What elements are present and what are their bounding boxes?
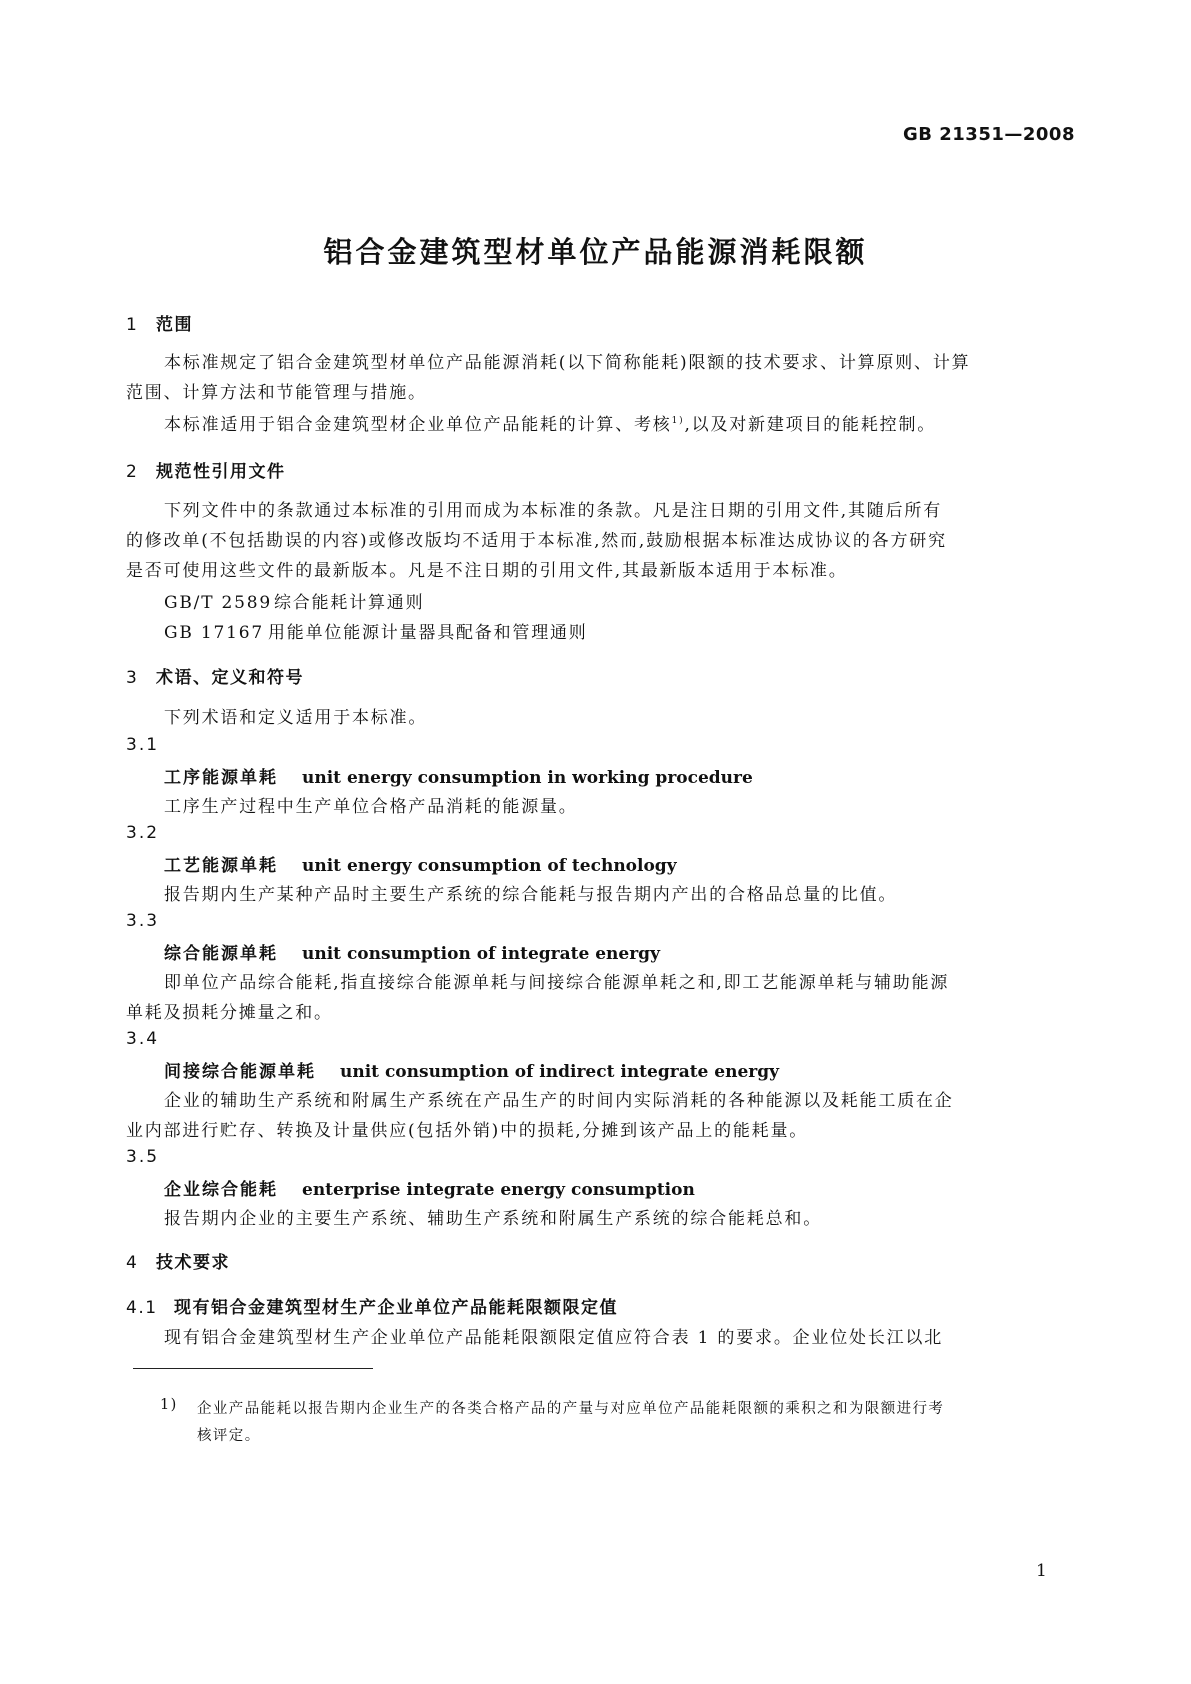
term-zh: 间接综合能源单耗 (164, 1062, 316, 1082)
footnote-text: 企业产品能耗以报告期内企业生产的各类合格产品的产量与对应单位产品能耗限额的乘积之和为限额进行考 (197, 1401, 945, 1417)
text-run: 本标准适用于铝合金建筑型材企业单位产品能耗的计算、考核 (164, 415, 672, 435)
reference-title: 综合能耗计算通则 (274, 593, 425, 613)
term-zh: 工艺能源单耗 (164, 856, 278, 876)
term-definition: 企业的辅助生产系统和附属生产系统在产品生产的时间内实际消耗的各种能源以及耗能工质在企 (164, 1091, 954, 1111)
subsection-4-1-heading (126, 1293, 618, 1318)
section-number: 2 (126, 462, 139, 482)
footnote-divider (133, 1368, 373, 1369)
document-title: 铝合金建筑型材单位产品能源消耗限额 (323, 235, 868, 269)
section-1-heading (126, 310, 193, 335)
paragraph-line: 现有铝合金建筑型材生产企业单位产品能耗限额限定值应符合表 1 的要求。企业位处长江以北 (164, 1328, 944, 1348)
subsection-number: 4.1 (126, 1298, 158, 1318)
paragraph-line: 范围、计算方法和节能管理与措施。 (126, 383, 427, 403)
term-definition: 报告期内企业的主要生产系统、辅助生产系统和附属生产系统的综合能耗总和。 (164, 1209, 822, 1229)
paragraph-line: 的修改单(不包括勘误的内容)或修改版均不适用于本标准,然而,鼓励根据本标准达成协议的各方研究 (126, 531, 947, 551)
term-definition: 单耗及损耗分摊量之和。 (126, 1003, 333, 1023)
normative-reference (164, 588, 424, 613)
section-title: 规范性引用文件 (156, 462, 286, 482)
clause-number: 3.5 (126, 1147, 160, 1167)
term-definition: 即单位产品综合能耗,指直接综合能源单耗与间接综合能源单耗之和,即工艺能源单耗与辅助能源 (164, 973, 950, 993)
paragraph-line: 是否可使用这些文件的最新版本。凡是不注日期的引用文件,其最新版本适用于本标准。 (126, 561, 848, 581)
section-3-heading (126, 663, 304, 688)
term-zh: 综合能源单耗 (164, 944, 278, 964)
section-number: 3 (126, 668, 139, 688)
text-run: ,以及对新建项目的能耗控制。 (684, 415, 937, 435)
section-number: 1 (126, 315, 139, 335)
section-title: 术语、定义和符号 (156, 668, 304, 688)
clause-number: 3.2 (126, 823, 160, 843)
footnote-marker: 1) (160, 1397, 178, 1413)
footnote-text: 核评定。 (197, 1428, 261, 1444)
term-en: unit energy consumption in working procedure (302, 768, 753, 788)
clause-number: 3.4 (126, 1029, 160, 1049)
term-definition: 报告期内生产某种产品时主要生产系统的综合能耗与报告期内产出的合格品总量的比值。 (164, 885, 898, 905)
clause-number: 3.1 (126, 735, 160, 755)
footnote-ref: 1) (671, 416, 685, 426)
reference-code: GB 17167 (164, 623, 264, 643)
term-en: unit energy consumption of technology (302, 856, 677, 876)
section-title: 技术要求 (156, 1253, 230, 1273)
term-entry (164, 763, 753, 788)
term-en: enterprise integrate energy consumption (302, 1180, 695, 1200)
section-4-heading (126, 1248, 230, 1273)
term-en: unit consumption of integrate energy (302, 944, 660, 964)
term-definition: 业内部进行贮存、转换及计量供应(包括外销)中的损耗,分摊到该产品上的能耗量。 (126, 1121, 809, 1141)
term-entry (164, 939, 660, 964)
normative-reference (164, 618, 588, 643)
term-zh: 企业综合能耗 (164, 1180, 278, 1200)
section-2-heading (126, 457, 286, 482)
term-entry (164, 851, 677, 876)
subsection-title: 现有铝合金建筑型材生产企业单位产品能耗限额限定值 (174, 1298, 618, 1318)
reference-code: GB/T 2589 (164, 593, 273, 613)
paragraph-line (164, 410, 936, 435)
term-entry (164, 1175, 695, 1200)
term-en: unit consumption of indirect integrate energy (340, 1062, 780, 1082)
reference-title: 用能单位能源计量器具配备和管理通则 (268, 623, 588, 643)
section-title: 范围 (156, 315, 193, 335)
term-zh: 工序能源单耗 (164, 768, 278, 788)
paragraph-line: 下列术语和定义适用于本标准。 (164, 708, 428, 728)
paragraph-line: 本标准规定了铝合金建筑型材单位产品能源消耗(以下简称能耗)限额的技术要求、计算原则、计算 (164, 353, 971, 373)
term-definition: 工序生产过程中生产单位合格产品消耗的能源量。 (164, 797, 578, 817)
clause-number: 3.3 (126, 911, 160, 931)
page-number: 1 (1036, 1561, 1047, 1581)
paragraph-line: 下列文件中的条款通过本标准的引用而成为本标准的条款。凡是注日期的引用文件,其随后所有 (164, 501, 943, 521)
term-entry (164, 1057, 779, 1082)
standard-number: GB 21351—2008 (903, 124, 1075, 145)
section-number: 4 (126, 1253, 139, 1273)
